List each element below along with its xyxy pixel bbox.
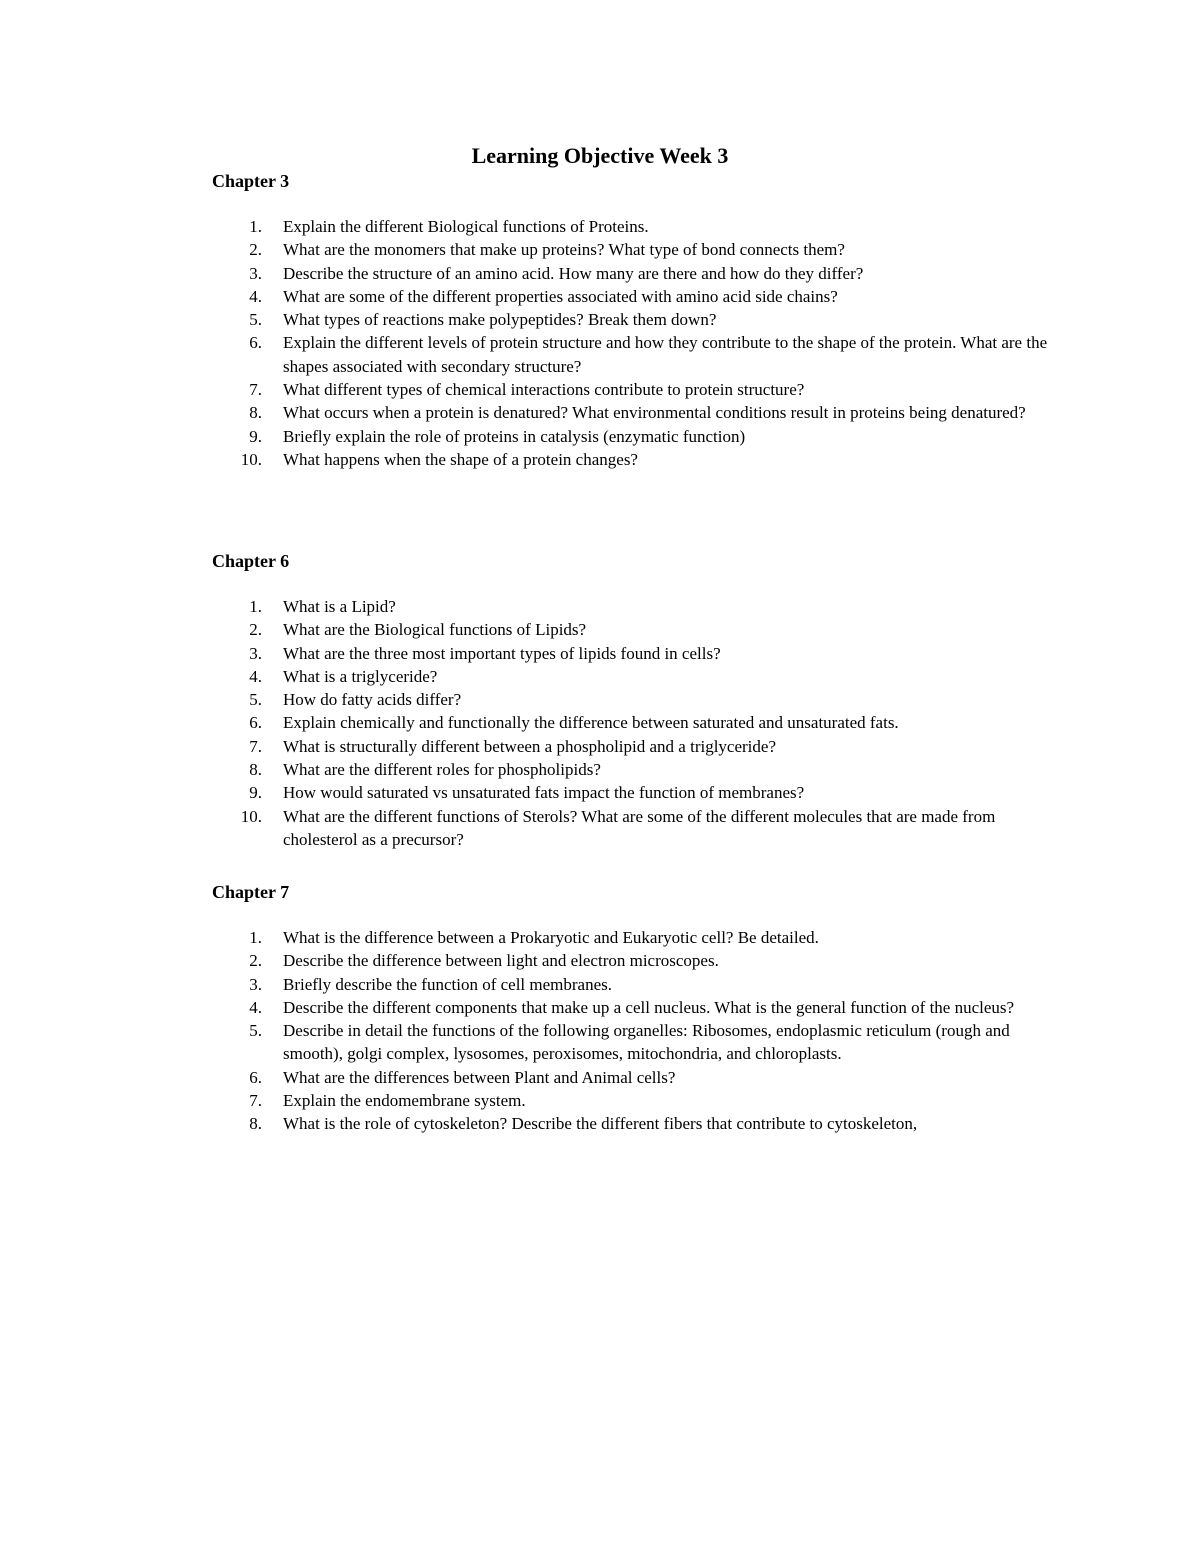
question-number: 8. (249, 403, 262, 423)
question-item (212, 425, 1072, 448)
document-title: Learning Objective Week 3 (471, 143, 729, 168)
question-number: 10. (240, 449, 262, 469)
question-text: What are the monomers that make up proteins? What type of bond connects them? (283, 240, 845, 260)
question-number: 5. (249, 690, 262, 710)
question-text: Describe the structure of an amino acid. How many are there and how do they differ? (283, 263, 864, 283)
question-number: 7. (249, 380, 262, 400)
question-number: 9. (249, 783, 262, 803)
question-number: 7. (249, 736, 262, 756)
question-item (212, 996, 1072, 1019)
question-item (212, 926, 1072, 949)
question-number: 8. (249, 760, 262, 780)
question-item (212, 1066, 1072, 1089)
question-item (212, 308, 1072, 331)
question-number: 3. (249, 643, 262, 663)
section-chapter-3 (212, 169, 1072, 471)
question-item (212, 781, 1072, 804)
question-text: Briefly describe the function of cell membranes. (283, 974, 613, 994)
question-item (212, 1019, 1072, 1066)
question-item (212, 595, 1072, 618)
question-text: What is the difference between a Prokaryotic and Eukaryotic cell? Be detailed. (283, 928, 819, 947)
question-item (212, 642, 1072, 665)
question-text: How would saturated vs unsaturated fats impact the function of membranes? (283, 783, 805, 803)
question-text: What are the different roles for phospholipids? (283, 760, 601, 780)
section-heading: Chapter 6 (212, 551, 290, 571)
question-text: Explain chemically and functionally the difference between saturated and unsaturated fats. (283, 713, 899, 733)
question-number: 1. (249, 217, 262, 236)
question-item (212, 665, 1072, 688)
question-number: 3. (249, 263, 262, 283)
question-text: What are the Biological functions of Lipids? (283, 620, 587, 640)
question-item (212, 215, 1072, 238)
question-text: Explain the different levels of protein structure and how they contribute to the shape of the protein. What are the shapes associated with secondary structure? (283, 333, 1048, 376)
question-item (212, 973, 1072, 996)
question-text: Explain the different Biological functions of Proteins. (283, 217, 649, 236)
question-item (212, 735, 1072, 758)
question-number: 10. (240, 806, 262, 826)
question-number: 7. (249, 1091, 262, 1111)
question-text: Explain the endomembrane system. (283, 1091, 526, 1111)
question-text: Describe the different components that make up a cell nucleus. What is the general function of the nucleus? (283, 997, 1015, 1017)
question-number: 3. (249, 974, 262, 994)
question-item (212, 262, 1072, 285)
question-item (212, 1112, 1072, 1135)
question-number: 1. (249, 597, 262, 616)
question-text: What is a Lipid? (283, 597, 396, 616)
question-number: 2. (249, 240, 262, 260)
question-item (212, 949, 1072, 972)
question-number: 1. (249, 928, 262, 947)
question-number: 4. (249, 666, 262, 686)
question-list (212, 595, 1072, 851)
question-text: What is the role of cytoskeleton? Describe the different fibers that contribute to cytoskeleton, (283, 1114, 918, 1134)
question-text: What occurs when a protein is denatured? What environmental conditions result in proteins being denatured? (283, 403, 1026, 423)
question-text: What different types of chemical interactions contribute to protein structure? (283, 380, 805, 400)
section-heading: Chapter 3 (212, 171, 290, 191)
question-number: 6. (249, 1067, 262, 1087)
question-item (212, 805, 1072, 852)
question-text: Describe the difference between light and electron microscopes. (283, 951, 719, 971)
question-number: 6. (249, 333, 262, 353)
question-text: What happens when the shape of a protein changes? (283, 449, 638, 469)
question-item (212, 448, 1072, 471)
question-item (212, 331, 1072, 378)
section-heading: Chapter 7 (212, 882, 290, 902)
question-text: Briefly explain the role of proteins in catalysis (enzymatic function) (283, 426, 746, 446)
question-list (212, 215, 1072, 471)
question-number: 6. (249, 713, 262, 733)
question-number: 4. (249, 286, 262, 306)
question-text: What are the differences between Plant and Animal cells? (283, 1067, 676, 1087)
question-item (212, 618, 1072, 641)
question-number: 2. (249, 951, 262, 971)
question-item (212, 238, 1072, 261)
question-item (212, 285, 1072, 308)
question-text: What are some of the different properties associated with amino acid side chains? (283, 286, 838, 306)
question-number: 4. (249, 997, 262, 1017)
question-item (212, 758, 1072, 781)
question-text: What is structurally different between a phospholipid and a triglyceride? (283, 736, 776, 756)
section-chapter-7 (212, 880, 1072, 1136)
question-number: 8. (249, 1114, 262, 1134)
question-text: What is a triglyceride? (283, 666, 438, 686)
question-item (212, 711, 1072, 734)
question-item (212, 378, 1072, 401)
question-text: Describe in detail the functions of the following organelles: Ribosomes, endoplasmic reticulum (rough and smooth), golgi complex, lysosomes, peroxisomes, mitochondria, and chloroplasts. (283, 1021, 1010, 1064)
question-number: 9. (249, 426, 262, 446)
question-item (212, 688, 1072, 711)
question-text: What are the three most important types of lipids found in cells? (283, 643, 721, 663)
question-item (212, 401, 1072, 424)
question-text: How do fatty acids differ? (283, 690, 462, 710)
section-chapter-6 (212, 549, 1072, 851)
question-number: 5. (249, 310, 262, 330)
question-number: 2. (249, 620, 262, 640)
question-text: What types of reactions make polypeptides? Break them down? (283, 310, 717, 330)
question-number: 5. (249, 1021, 262, 1041)
question-item (212, 1089, 1072, 1112)
question-list (212, 926, 1072, 1136)
question-text: What are the different functions of Sterols? What are some of the different molecules that are made from cholesterol as a precursor? (283, 806, 996, 849)
